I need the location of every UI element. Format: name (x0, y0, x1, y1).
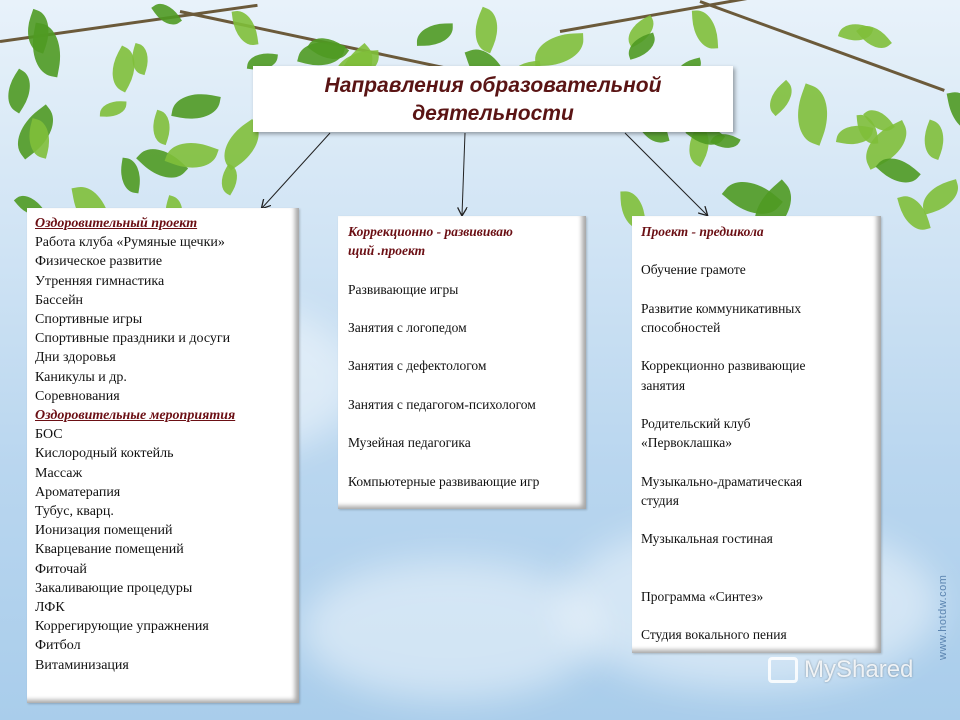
list-item: Дни здоровья (35, 350, 116, 366)
list-item: Спортивные праздники и досуги (35, 331, 231, 347)
list-item: Ароматерапия (35, 484, 121, 500)
list-item: Кварцевание помещений (35, 542, 184, 558)
list-item: Развивающие игры (348, 281, 459, 297)
list-item: ЛФК (35, 600, 65, 616)
list-item: Массаж (35, 465, 83, 481)
presentation-icon (768, 657, 798, 683)
list-item: Спортивные игры (35, 312, 143, 328)
health-project-box (27, 208, 299, 703)
list-item: Ионизация помещений (35, 523, 173, 539)
correction-project-heading (348, 222, 576, 260)
list-item: Занятия с педагогом-психологом (348, 396, 536, 412)
list-item: БОС (35, 427, 63, 443)
list-item: Соревнования (35, 388, 120, 404)
list-item: Коррекционно развивающие занятия (641, 358, 806, 393)
list-item: Музейная педагогика (348, 435, 471, 451)
list-item: Бассейн (35, 292, 84, 308)
heading-line: Коррекционно - развививаю (348, 224, 513, 239)
title-line-2: деятельности (412, 102, 574, 125)
list-item: Студия вокального пения (641, 627, 787, 643)
list-item: Тубус, кварц. (35, 504, 114, 520)
health-activities-heading: Оздоровительные мероприятия (35, 408, 236, 424)
arrow-middle (462, 133, 465, 215)
logo-text: MyShared (804, 656, 914, 683)
arrow-right (625, 133, 707, 215)
preschool-project-heading: Проект - предшкола (641, 224, 764, 239)
list-item: Каникулы и др. (35, 369, 127, 385)
list-item: Занятия с дефектологом (348, 358, 487, 374)
list-item: Музыкальная гостиная (641, 531, 773, 547)
list-item: Музыкально-драматическая студия (641, 473, 803, 508)
list-item: Работа клуба «Румяные щечки» (35, 235, 225, 251)
list-item: Родительский клуб «Первоклашка» (641, 415, 751, 451)
list-item: Обучение грамоте (641, 262, 746, 278)
correction-project-box (338, 216, 586, 509)
list-item: Компьютерные развивающие игр (348, 473, 540, 489)
arrow-left (262, 133, 330, 208)
list-item: Коррегирующие упражнения (35, 619, 209, 635)
list-item: Программа «Синтез» (641, 588, 764, 604)
myshared-logo (768, 656, 913, 684)
side-watermark: www.hotdw.com (937, 574, 949, 660)
title-line-1: Направления образовательной (324, 74, 662, 97)
list-item: Утренняя гимнастика (35, 273, 165, 289)
list-item: Кислородный коктейль (35, 446, 174, 462)
list-item: Витаминизация (35, 657, 129, 673)
list-item: Фитбол (35, 638, 81, 654)
list-item: Занятия с логопедом (348, 319, 467, 335)
heading-line: щий .проект (348, 243, 426, 259)
list-item: Физическое развитие (35, 254, 163, 270)
preschool-project-box (632, 216, 881, 653)
list-item: Закаливающие процедуры (35, 580, 193, 596)
list-item: Фиточай (35, 561, 87, 577)
health-project-heading: Оздоровительный проект (35, 216, 198, 231)
list-item: Развитие коммуникативных способностей (641, 300, 802, 335)
